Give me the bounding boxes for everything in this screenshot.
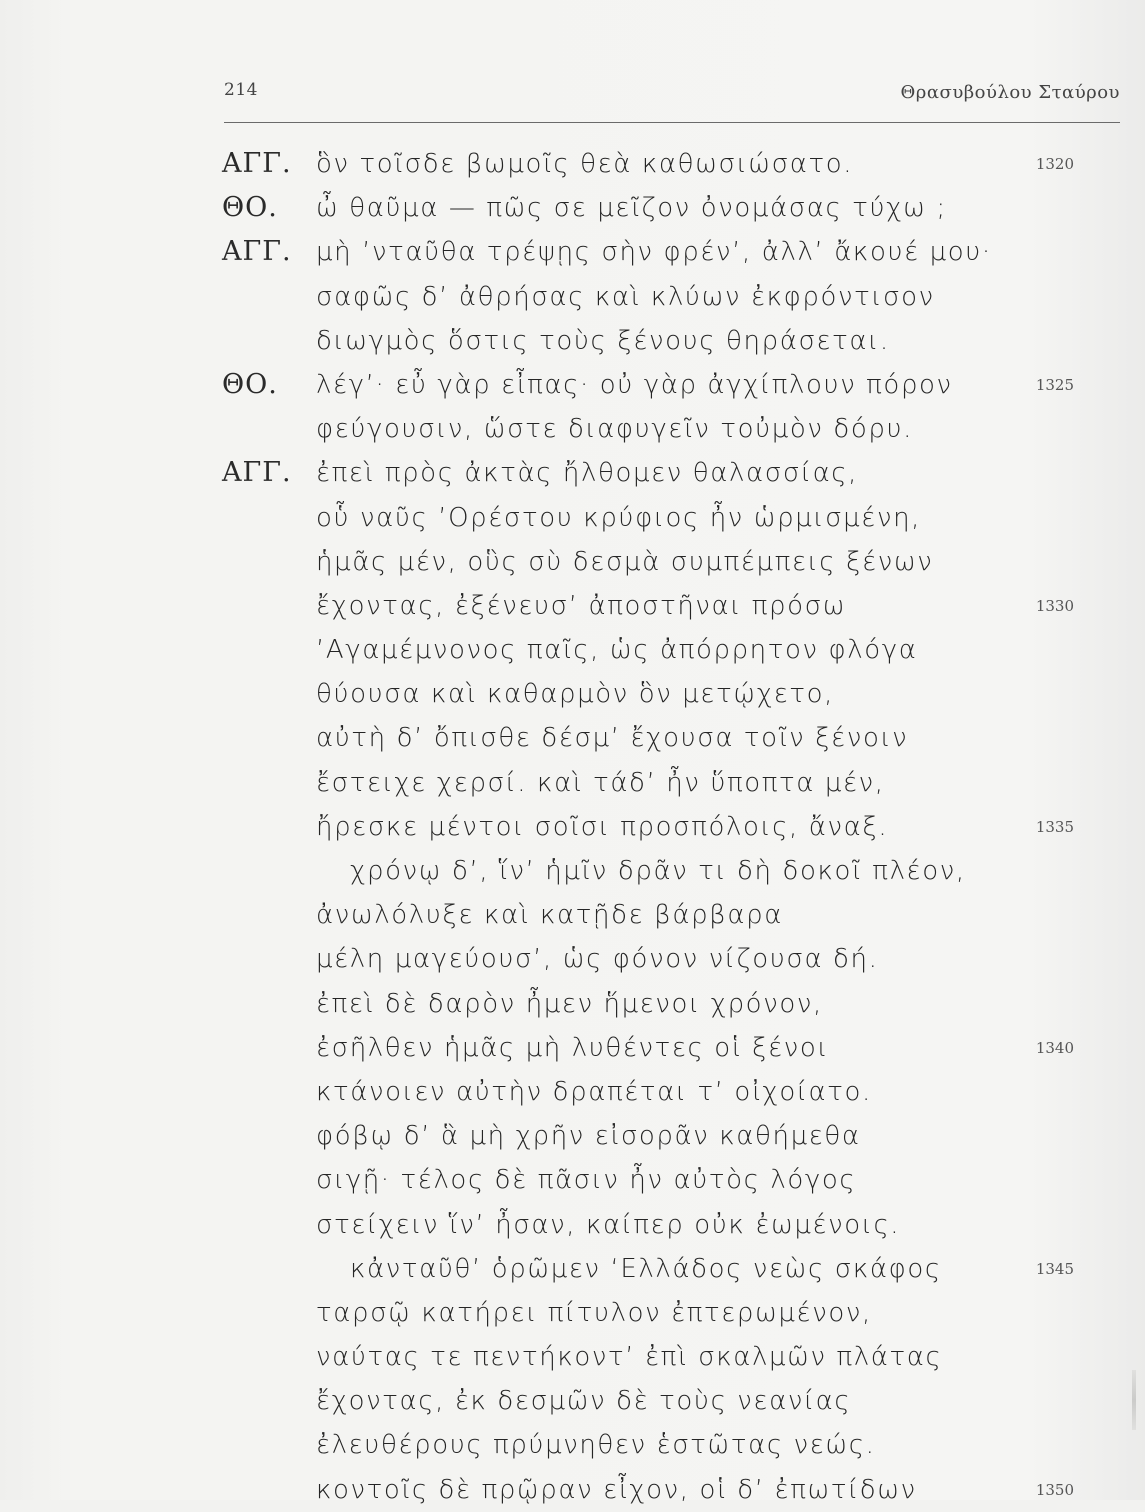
page-number: 214 — [224, 80, 258, 100]
verse-text: φεύγουσιν, ὥστε διαφυγεῖν τοὐμὸν δόρυ. — [316, 414, 914, 445]
verse-text: φόβῳ δ’ ἃ μὴ χρῆν εἰσορᾶν καθήμεθα — [316, 1121, 861, 1152]
verse-line — [222, 982, 1102, 1026]
verse-line — [222, 1291, 1102, 1335]
verse-text: ὃν τοῖσδε βωμοῖς θεὰ καθωσιώσατο. — [316, 149, 854, 179]
verse-line — [222, 584, 1102, 628]
verse-line — [222, 496, 1102, 540]
verse-text: θύουσα καὶ καθαρμὸν ὃν μετῴχετο, — [316, 679, 834, 710]
verse-text: ναύτας τε πεντήκοντ’ ἐπὶ σκαλμῶν πλάτας — [316, 1342, 943, 1373]
verse-text: αὐτὴ δ’ ὄπισθε δέσμ’ ἔχουσα τοῖν ξένοιν — [316, 723, 909, 754]
verse-text: μὴ ’νταῦθα τρέψῃς σὴν φρέν’, ἀλλ’ ἄκουέ μου· — [316, 237, 992, 268]
verse-text: κἀνταῦθ’ ὁρῶμεν ‘Ελλάδος νεὼς σκάφος — [350, 1253, 942, 1284]
verse-line — [222, 716, 1102, 760]
verse-line — [222, 1423, 1102, 1467]
verse-line — [222, 849, 1102, 893]
verse-text: στείχειν ἵν’ ἦσαν, καίπερ οὐκ ἐωμένοις. — [316, 1209, 901, 1240]
verse-line — [222, 230, 1102, 274]
verse-line — [222, 628, 1102, 672]
verse-text: λέγ’· εὖ γὰρ εἶπας· οὐ γὰρ ἀγχίπλουν πόρον — [316, 369, 953, 400]
verse-text: ἡμᾶς μέν, οὓς σὺ δεσμὰ συμπέμπεις ξένων — [316, 546, 934, 577]
verse-text: οὗ ναῦς ’Ορέστου κρύφιος ἦν ὡρμισμένη, — [316, 502, 922, 533]
verse-line — [222, 1379, 1102, 1423]
verse-text: σιγῇ· τέλος δὲ πᾶσιν ἦν αὐτὸς λόγος — [316, 1165, 857, 1196]
verse-text: σαφῶς δ’ ἀθρήσας καὶ κλύων ἐκφρόντισον — [316, 281, 935, 312]
line-number: 1345 — [1035, 1259, 1074, 1278]
verse-line — [222, 451, 1102, 495]
verse-text-block — [222, 142, 1102, 1512]
speaker-label: ΑΓΓ. — [222, 457, 292, 489]
verse-line — [222, 1026, 1102, 1070]
speaker-label: ΘΟ. — [222, 368, 278, 400]
verse-text: χρόνῳ δ’, ἵν’ ἡμῖν δρᾶν τι δὴ δοκοῖ πλέον, — [350, 856, 966, 886]
verse-text: κοντοῖς δὲ πρῷραν εἶχον, οἱ δ’ ἐπωτίδων — [316, 1474, 917, 1505]
speaker-label: ΘΟ. — [222, 192, 278, 224]
line-number: 1350 — [1035, 1480, 1074, 1499]
line-number: 1325 — [1035, 375, 1074, 394]
verse-text: μέλη μαγεύουσ’, ὡς φόνον νίζουσα δή. — [316, 944, 879, 975]
verse-text: ἀνωλόλυξε καὶ κατῇδε βάρβαρα — [316, 900, 783, 931]
verse-line — [222, 1335, 1102, 1379]
verse-line — [222, 275, 1102, 319]
verse-line — [222, 142, 1102, 186]
verse-line — [222, 937, 1102, 981]
verse-line — [222, 1158, 1102, 1202]
verse-text: ἔχοντας, ἐξένευσ’ ἀποστῆναι πρόσω — [316, 590, 847, 621]
verse-text: κτάνοιεν αὐτὴν δραπέται τ’ οἰχοίατο. — [316, 1076, 872, 1107]
line-number: 1320 — [1035, 155, 1074, 173]
verse-line — [222, 893, 1102, 937]
verse-line — [222, 319, 1102, 363]
verse-line — [222, 1203, 1102, 1247]
header-rule — [224, 122, 1120, 123]
verse-text: διωγμὸς ὅστις τοὺς ξένους θηράσεται. — [316, 325, 890, 356]
verse-line — [222, 1468, 1102, 1512]
line-number: 1330 — [1035, 596, 1074, 615]
verse-line — [222, 1114, 1102, 1158]
speaker-label: ΑΓΓ. — [222, 236, 292, 268]
verse-text: ἐπεὶ πρὸς ἀκτὰς ἤλθομεν θαλασσίας, — [316, 458, 859, 489]
running-head: Θρασυβούλου Σταύρου — [900, 82, 1120, 103]
verse-line — [222, 1247, 1102, 1291]
verse-text: ἐπεὶ δὲ δαρὸν ἦμεν ἥμενοι χρόνον, — [316, 988, 823, 1019]
speaker-label: ΑΓΓ. — [222, 148, 292, 179]
verse-text: ταρσῷ κατήρει πίτυλον ἐπτερωμένον, — [316, 1297, 872, 1328]
verse-line — [222, 672, 1102, 716]
verse-text: ἐσῆλθεν ἡμᾶς μὴ λυθέντες οἱ ξένοι — [316, 1032, 830, 1063]
page-edge-mark — [1132, 1370, 1136, 1430]
verse-line — [222, 186, 1102, 230]
verse-line — [222, 1070, 1102, 1114]
verse-line — [222, 540, 1102, 584]
verse-line — [222, 805, 1102, 849]
verse-text: ἔχοντας, ἐκ δεσμῶν δὲ τοὺς νεανίας — [316, 1386, 852, 1417]
verse-line — [222, 761, 1102, 805]
verse-text: ὦ θαῦμα — πῶς σε μεῖζον ὀνομάσας τύχω ; — [316, 193, 947, 224]
verse-line — [222, 407, 1102, 451]
verse-text: ἐλευθέρους πρύμνηθεν ἑστῶτας νεώς. — [316, 1430, 876, 1461]
verse-text: ἤρεσκε μέντοι σοῖσι προσπόλοις, ἄναξ. — [316, 811, 889, 842]
verse-text: ἔστειχε χερσί. καὶ τάδ’ ἦν ὕποπτα μέν, — [316, 767, 885, 798]
line-number: 1335 — [1035, 817, 1074, 836]
verse-text: ’Αγαμέμνονος παῖς, ὡς ἀπόρρητον φλόγα — [316, 635, 918, 666]
page-header — [224, 80, 1120, 116]
verse-line — [222, 363, 1102, 407]
line-number: 1340 — [1035, 1038, 1074, 1057]
